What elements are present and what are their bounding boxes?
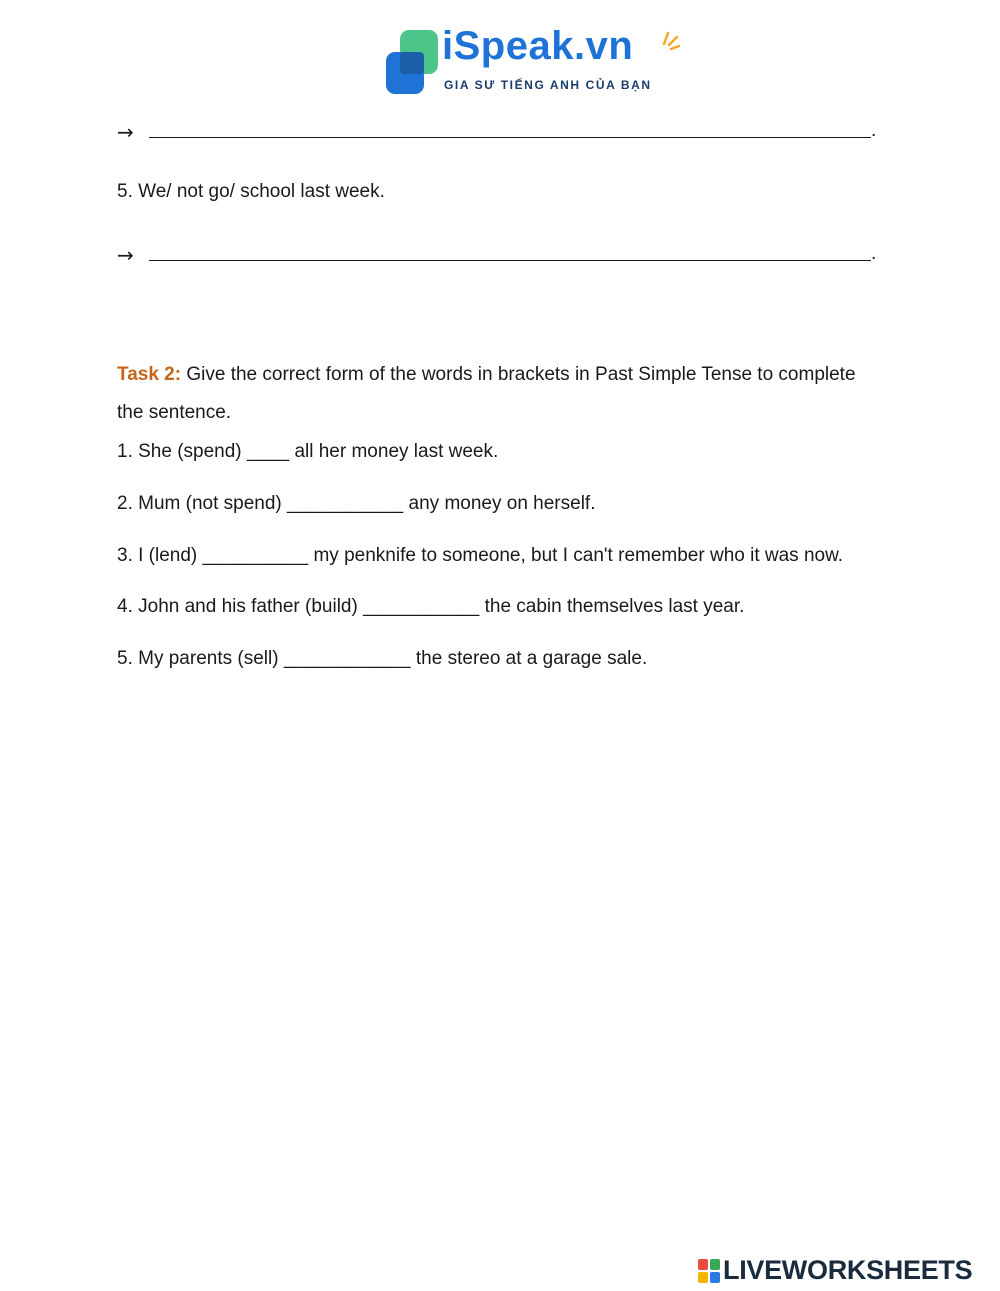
task2-instruction-text: Give the correct form of the words in brackets in Past Simple Tense to complete bbox=[181, 364, 856, 385]
logo-overlap-shape bbox=[400, 52, 424, 74]
task2-item-2[interactable]: 2. Mum (not spend) ___________ any money on herself. bbox=[117, 493, 596, 514]
task2-instruction bbox=[117, 364, 856, 386]
task2-item-3[interactable]: 3. I (lend) __________ my penknife to someone, but I can't remember who it was now. bbox=[117, 545, 844, 566]
answer-line-5[interactable] bbox=[117, 243, 877, 267]
task2-item-5[interactable]: 5. My parents (sell) ____________ the stereo at a garage sale. bbox=[117, 648, 648, 669]
answer-blank[interactable] bbox=[149, 137, 871, 138]
task2-item-1[interactable]: 1. She (spend) ____ all her money last week. bbox=[117, 441, 499, 462]
ispeak-logo bbox=[384, 24, 684, 98]
answer-line-4[interactable] bbox=[117, 120, 877, 144]
answer-blank[interactable] bbox=[149, 260, 871, 261]
arrow-icon: → bbox=[117, 243, 134, 267]
logo-tagline: GIA SƯ TIẾNG ANH CỦA BẠN bbox=[444, 78, 652, 92]
logo-brand-text: iSpeak.vn bbox=[442, 24, 634, 68]
task2-item-4[interactable]: 4. John and his father (build) ___________ the cabin themselves last year. bbox=[117, 596, 745, 617]
spark-icon bbox=[660, 30, 680, 50]
liveworksheets-logo bbox=[696, 1256, 996, 1286]
task1-item-5: 5. We/ not go/ school last week. bbox=[117, 181, 385, 202]
task2-instruction-cont: the sentence. bbox=[117, 402, 232, 423]
blocks-icon bbox=[698, 1259, 720, 1283]
arrow-icon: → bbox=[117, 120, 134, 144]
end-period: . bbox=[871, 120, 877, 141]
liveworksheets-brand: LIVEWORKSHEETS bbox=[723, 1255, 973, 1285]
end-period: . bbox=[871, 243, 877, 264]
task2-label: Task 2: bbox=[117, 364, 182, 385]
